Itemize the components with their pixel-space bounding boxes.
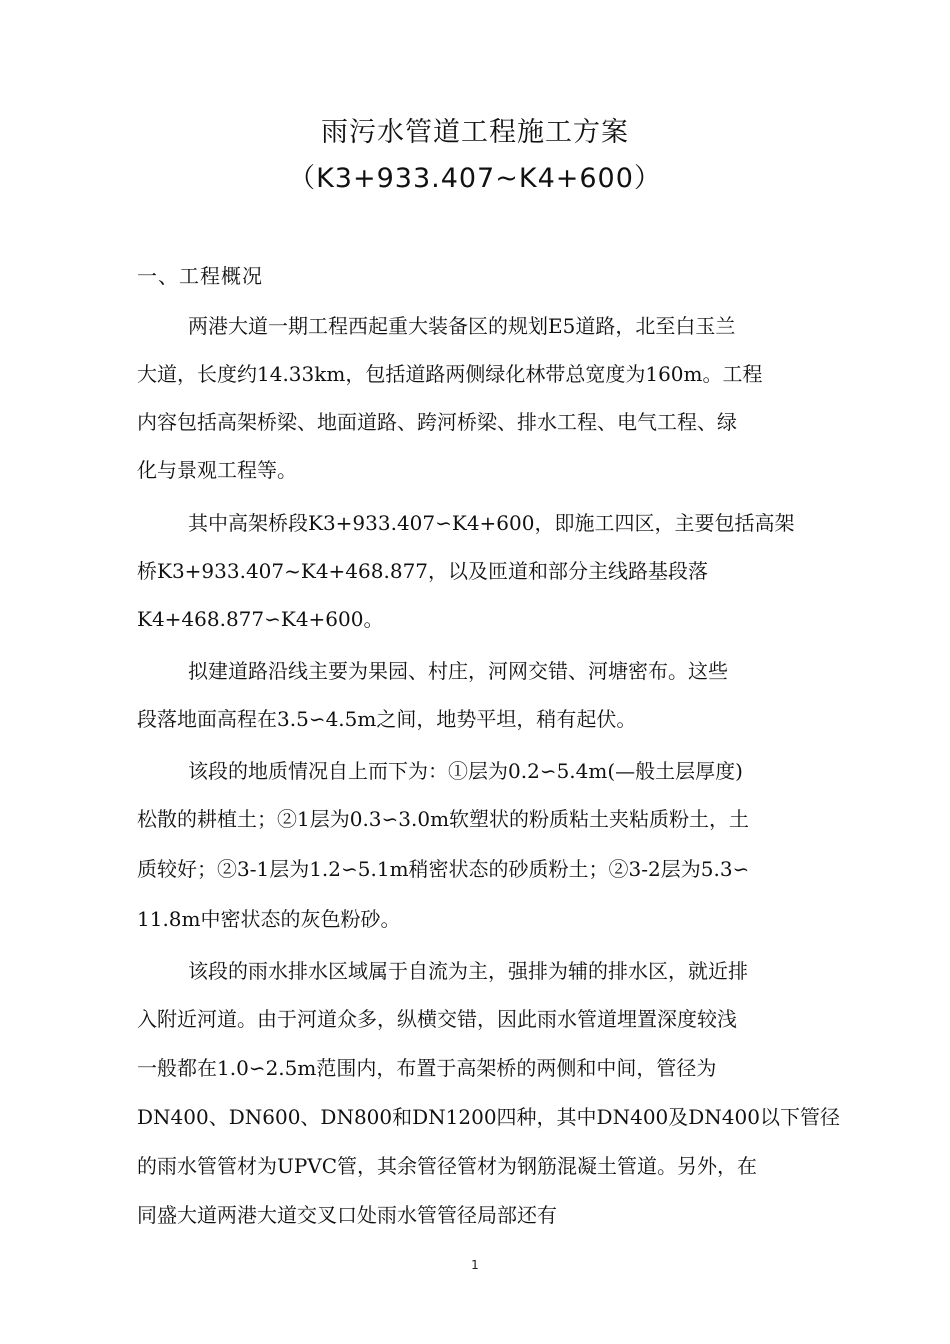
paragraph-line: 其中高架桥段K3+933.407∽K4+600，即施工四区，主要包括高架 <box>188 511 795 535</box>
paragraph-line: 11.8m中密状态的灰色粉砂。 <box>137 907 401 931</box>
paragraph-line: 该段的雨水排水区域属于自流为主，强排为辅的排水区，就近排 <box>188 959 748 983</box>
paragraph-line: 桥K3+933.407~K4+468.877，以及匝道和部分主线路基段落 <box>137 559 709 583</box>
document-subtitle: （K3+933.407~K4+600） <box>288 163 662 194</box>
paragraph-line: 化与景观工程等。 <box>137 458 297 482</box>
paragraph-line: 内容包括高架桥梁、地面道路、跨河桥梁、排水工程、电气工程、绿 <box>137 410 737 434</box>
paragraph-line: 质较好；②3-1层为1.2∽5.1m稍密状态的砂质粉土；②3-2层为5.3∽ <box>137 857 750 881</box>
paragraph-line: K4+468.877∽K4+600。 <box>137 607 384 631</box>
paragraph-line: 段落地面高程在3.5∽4.5m之间，地势平坦，稍有起伏。 <box>137 707 637 731</box>
paragraph-line: 入附近河道。由于河道众多，纵横交错，因此雨水管道埋置深度较浅 <box>137 1007 737 1031</box>
paragraph-line: 同盛大道两港大道交叉口处雨水管管径局部还有 <box>137 1203 557 1227</box>
paragraph-line: 的雨水管管材为UPVC管，其余管径管材为钢筋混凝土管道。另外，在 <box>137 1154 758 1178</box>
paragraph-line: 松散的耕植土；②1层为0.3∽3.0m软塑状的粉质粘土夹粘质粉土，土 <box>137 807 750 831</box>
paragraph-line: 拟建道路沿线主要为果园、村庄，河网交错、河塘密布。这些 <box>188 659 728 683</box>
paragraph-line: 两港大道一期工程西起重大装备区的规划E5道路，北至白玉兰 <box>188 314 736 338</box>
document-title: 雨污水管道工程施工方案 <box>321 117 629 148</box>
section-heading: 一、工程概况 <box>137 264 263 288</box>
paragraph-line: 一般都在1.0∽2.5m范围内，布置于高架桥的两侧和中间，管径为 <box>137 1056 717 1080</box>
paragraph-line: 大道，长度约14.33km，包括道路两侧绿化林带总宽度为160m。工程 <box>137 362 763 386</box>
page-number: 1 <box>471 1258 479 1272</box>
paragraph-line: DN400、DN600、DN800和DN1200四种，其中DN400及DN400以下管径 <box>137 1105 840 1129</box>
paragraph-line: 该段的地质情况自上而下为：①层为0.2∽5.4m(—般土层厚度) <box>188 759 743 783</box>
